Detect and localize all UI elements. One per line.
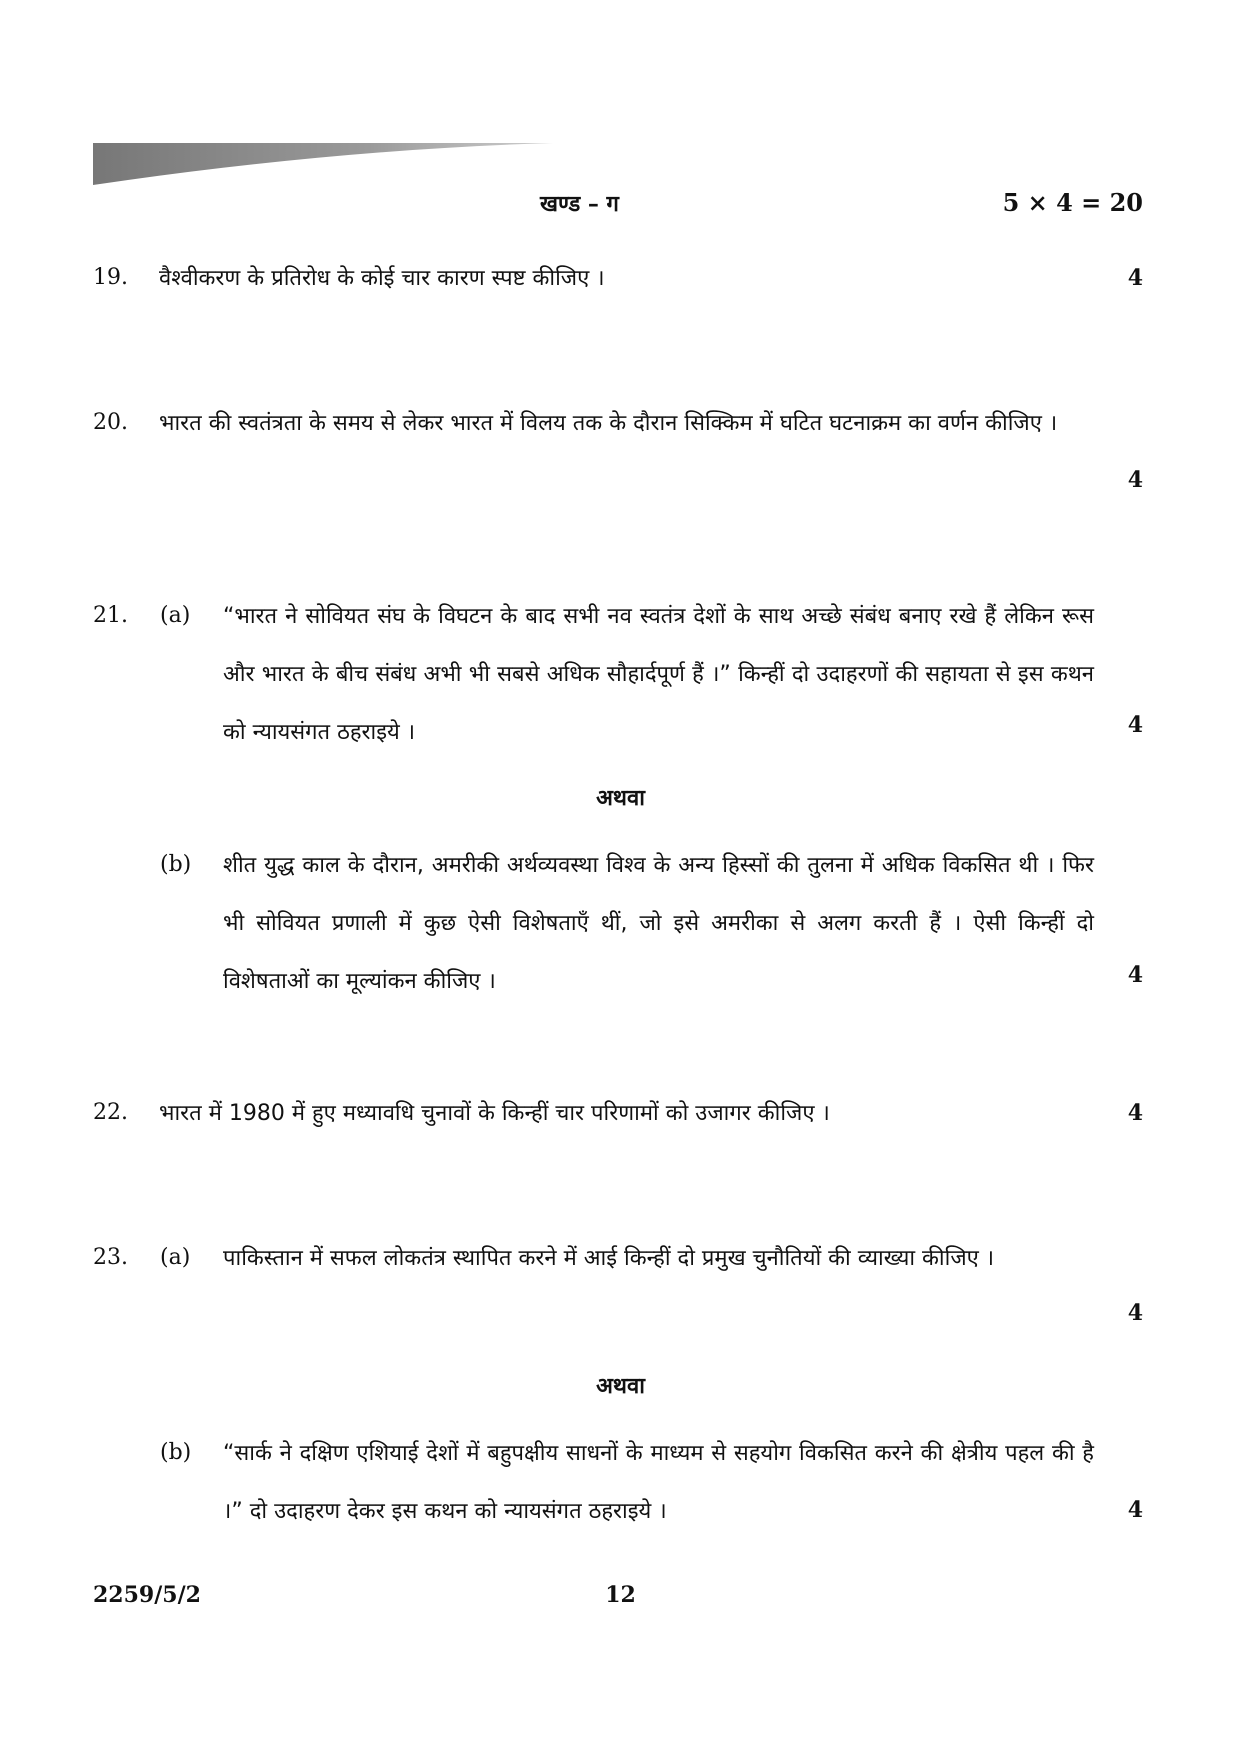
subquestion-b-marks: 4 <box>1127 1497 1143 1523</box>
subquestion-a-marks: 4 <box>1127 712 1143 738</box>
question-text: भारत की स्वतंत्रता के समय से लेकर भारत में विलय तक के दौरान सिक्किम में घटित घटनाक्रम का वर्णन कीजिए । <box>159 411 1058 436</box>
paper-code: 2259/5/2 <box>93 1582 201 1608</box>
question-number: 21. <box>93 603 128 628</box>
subquestion-b-text: “सार्क ने दक्षिण एशियाई देशों में बहुपक्षीय साधनों के माध्यम से सहयोग विकसित करने की क्षेत्रीय पहल की है ।” दो उदाहरण देकर इस कथन को न्यायसंगत ठहराइये । <box>223 1441 1094 1524</box>
subquestion-b-label: (b) <box>160 1440 192 1465</box>
subquestion-a-text: “भारत ने सोवियत संघ के विघटन के बाद सभी नव स्वतंत्र देशों के साथ अच्छे संबंध बनाए रखे हैं लेकिन रूस और भारत के बीच संबंध अभी भी सबसे अधिक सौहार्दपूर्ण हैं ।” किन्हीं दो उदाहरणों की सहायता से इस कथन को न्यायसंगत ठहराइये । <box>223 604 1094 745</box>
question-number: 19. <box>93 265 128 290</box>
subquestion-a-text: पाकिस्तान में सफल लोकतंत्र स्थापित करने में आई किन्हीं दो प्रमुख चुनौतियों की व्याख्या कीजिए । <box>223 1246 995 1271</box>
header-decorative-band <box>93 143 553 185</box>
question-number: 22. <box>93 1100 128 1125</box>
question-marks: 4 <box>1127 467 1143 493</box>
question-number: 20. <box>93 410 128 435</box>
question-number: 23. <box>93 1245 128 1270</box>
or-separator: अथवा <box>596 1374 645 1399</box>
page-number: 12 <box>605 1582 636 1608</box>
question-text: वैश्वीकरण के प्रतिरोध के कोई चार कारण स्पष्ट कीजिए । <box>159 266 605 291</box>
question-text: भारत में 1980 में हुए मध्यावधि चुनावों के किन्हीं चार परिणामों को उजागर कीजिए । <box>159 1101 830 1126</box>
subquestion-a-label: (a) <box>160 1245 191 1270</box>
question-marks: 4 <box>1127 265 1143 291</box>
subquestion-a-marks: 4 <box>1127 1300 1143 1326</box>
or-separator: अथवा <box>596 786 645 811</box>
subquestion-b-marks: 4 <box>1127 962 1143 988</box>
section-marks: 5 × 4 = 20 <box>1002 188 1143 217</box>
section-title: खण्ड – ग <box>540 191 619 217</box>
subquestion-a-label: (a) <box>160 603 191 628</box>
subquestion-b-label: (b) <box>160 852 192 877</box>
question-marks: 4 <box>1127 1100 1143 1126</box>
subquestion-b-text: शीत युद्ध काल के दौरान, अमरीकी अर्थव्यवस्था विश्व के अन्य हिस्सों की तुलना में अधिक विकसित थी । फिर भी सोवियत प्रणाली में कुछ ऐसी विशेषताएँ थीं, जो इसे अमरीका से अलग करती हैं । ऐसी किन्हीं दो विशेषताओं का मूल्यांकन कीजिए । <box>223 853 1094 994</box>
